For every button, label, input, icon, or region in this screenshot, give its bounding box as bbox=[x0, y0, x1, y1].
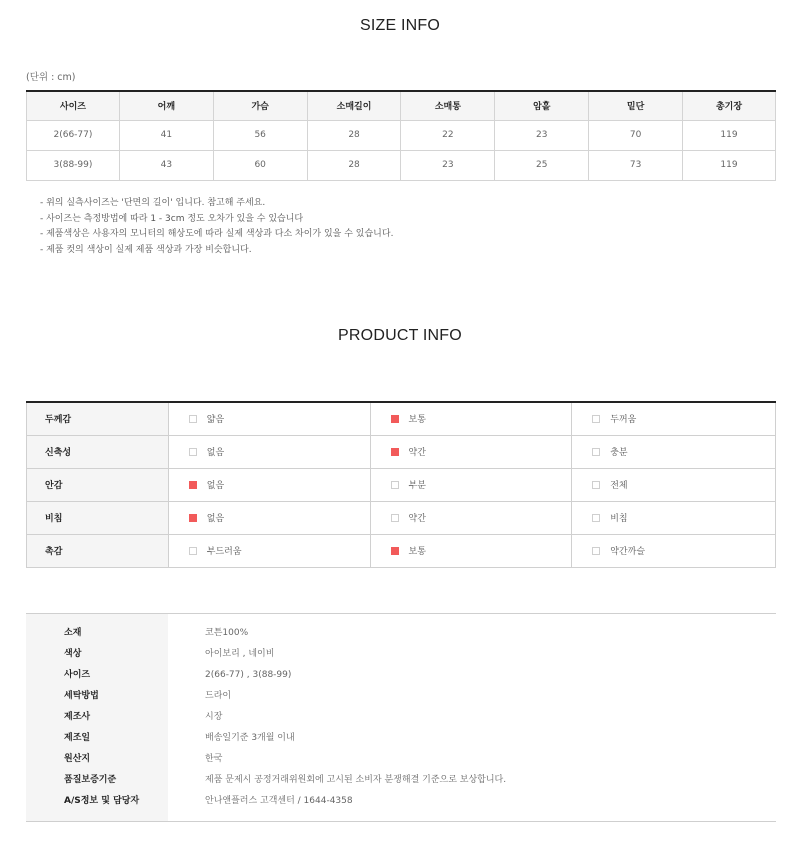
detail-value-origin: 한국 bbox=[205, 754, 223, 764]
detail-label-washing: 세탁방법 bbox=[64, 691, 99, 701]
checkbox-icon bbox=[592, 547, 600, 555]
product-info-title: PRODUCT INFO bbox=[338, 327, 462, 344]
option-label: 전체 bbox=[610, 481, 628, 491]
size-notes bbox=[40, 196, 393, 258]
cell: 60 bbox=[213, 150, 307, 180]
product-info-table bbox=[26, 401, 776, 568]
header-sleeve-length: 소매길이 bbox=[307, 91, 401, 120]
detail-label-quality-guarantee: 품질보증기준 bbox=[64, 775, 117, 785]
product-row-lining bbox=[27, 468, 776, 501]
cell: 2(66-77) bbox=[27, 120, 120, 150]
option bbox=[370, 402, 572, 435]
detail-values-column bbox=[168, 614, 776, 821]
product-row-texture bbox=[27, 534, 776, 567]
detail-value-material: 코튼100% bbox=[205, 628, 249, 638]
cell: 28 bbox=[307, 150, 401, 180]
checkbox-icon bbox=[592, 448, 600, 456]
option-label: 보통 bbox=[408, 547, 426, 557]
detail-value-size: 2(66-77) , 3(88-99) bbox=[205, 670, 292, 680]
option bbox=[370, 468, 572, 501]
checkbox-icon bbox=[592, 481, 600, 489]
cell: 22 bbox=[401, 120, 495, 150]
option-label: 얇음 bbox=[206, 415, 225, 426]
option-label: 약간 bbox=[408, 514, 426, 524]
size-info-title: SIZE INFO bbox=[359, 17, 441, 34]
cell: 28 bbox=[307, 120, 401, 150]
checkbox-icon bbox=[592, 415, 600, 423]
option-label: 약간까슬 bbox=[610, 547, 646, 557]
cell: 70 bbox=[589, 120, 683, 150]
option bbox=[370, 534, 572, 567]
option bbox=[572, 501, 776, 534]
checkbox-icon bbox=[592, 514, 600, 522]
checkbox-icon bbox=[189, 415, 197, 423]
option-label: 없음 bbox=[206, 448, 225, 458]
option-label: 보통 bbox=[408, 415, 426, 426]
option bbox=[370, 435, 572, 468]
note: - 사이즈는 측정방법에 따라 1 - 3cm 정도 오차가 있을 수 있습니다 bbox=[40, 213, 304, 224]
header-size: 사이즈 bbox=[27, 91, 120, 120]
detail-value-washing: 드라이 bbox=[205, 691, 232, 701]
row-label: 신축성 bbox=[27, 435, 169, 468]
checkbox-checked-icon bbox=[391, 547, 399, 555]
row-label: 안감 bbox=[27, 468, 169, 501]
checkbox-checked-icon bbox=[189, 481, 197, 489]
header-shoulder: 어깨 bbox=[119, 91, 213, 120]
option-label: 약간 bbox=[408, 448, 426, 458]
checkbox-icon bbox=[391, 481, 399, 489]
checkbox-checked-icon bbox=[391, 415, 399, 423]
row-label: 두께감 bbox=[27, 402, 169, 435]
detail-value-quality-guarantee: 제품 문제시 공정거래위원회에 고시된 소비자 분쟁해결 기준으로 보상합니다. bbox=[205, 775, 507, 785]
table-row bbox=[27, 120, 776, 150]
row-label: 촉감 bbox=[27, 534, 169, 567]
cell: 73 bbox=[589, 150, 683, 180]
option bbox=[572, 534, 776, 567]
detail-value-manufacturer: 시장 bbox=[205, 712, 223, 722]
header-sleeve-width: 소매통 bbox=[401, 91, 495, 120]
cell: 25 bbox=[495, 150, 589, 180]
detail-labels-column bbox=[26, 614, 168, 821]
detail-label-manufacturer: 제조사 bbox=[64, 712, 91, 722]
option bbox=[572, 402, 776, 435]
option bbox=[168, 468, 370, 501]
option bbox=[572, 435, 776, 468]
cell: 23 bbox=[495, 120, 589, 150]
cell: 3(88-99) bbox=[27, 150, 120, 180]
option-label: 충분 bbox=[610, 448, 628, 458]
size-table bbox=[26, 90, 776, 181]
cell: 23 bbox=[401, 150, 495, 180]
detail-value-color: 아이보리 , 네이비 bbox=[205, 649, 275, 659]
header-chest: 가슴 bbox=[213, 91, 307, 120]
detail-label-origin: 원산지 bbox=[64, 754, 91, 764]
option bbox=[168, 501, 370, 534]
option bbox=[168, 534, 370, 567]
cell: 119 bbox=[683, 150, 776, 180]
option-label: 두꺼움 bbox=[610, 415, 637, 426]
detail-label-as-contact: A/S정보 및 담당자 bbox=[64, 796, 140, 806]
detail-label-color: 색상 bbox=[64, 649, 82, 659]
checkbox-icon bbox=[391, 514, 399, 522]
checkbox-icon bbox=[189, 448, 197, 456]
checkbox-checked-icon bbox=[189, 514, 197, 522]
unit-label: (단위 : cm) bbox=[26, 72, 76, 83]
checkbox-checked-icon bbox=[391, 448, 399, 456]
note: - 제품 컷의 색상이 실제 제품 색상과 가장 비슷합니다. bbox=[40, 244, 252, 255]
cell: 56 bbox=[213, 120, 307, 150]
detail-label-manufacture-date: 제조일 bbox=[64, 733, 91, 743]
table-row bbox=[27, 150, 776, 180]
row-label: 비침 bbox=[27, 501, 169, 534]
header-total-length: 총기장 bbox=[683, 91, 776, 120]
detail-label-size: 사이즈 bbox=[64, 670, 91, 680]
option bbox=[370, 501, 572, 534]
option-label: 부분 bbox=[408, 481, 426, 491]
product-detail-table bbox=[26, 613, 776, 822]
header-armhole: 암홀 bbox=[495, 91, 589, 120]
detail-label-material: 소재 bbox=[64, 628, 82, 638]
option bbox=[168, 435, 370, 468]
note: - 제품색상은 사용자의 모니터의 해상도에 따라 실제 색상과 다소 차이가 있을 수 있습니다. bbox=[40, 229, 394, 239]
detail-value-manufacture-date: 배송일기준 3개월 이내 bbox=[205, 733, 295, 743]
note: - 위의 실측사이즈는 '단면의 길이' 입니다. 참고해 주세요. bbox=[40, 198, 266, 208]
product-row-sheerness bbox=[27, 501, 776, 534]
option-label: 부드러움 bbox=[206, 547, 242, 557]
product-row-elasticity bbox=[27, 435, 776, 468]
detail-value-as-contact: 안나앤플러스 고객센터 / 1644-4358 bbox=[205, 796, 353, 806]
option-label: 없음 bbox=[206, 514, 225, 524]
size-table-header bbox=[27, 91, 776, 120]
option bbox=[572, 468, 776, 501]
cell: 43 bbox=[119, 150, 213, 180]
cell: 41 bbox=[119, 120, 213, 150]
option-label: 없음 bbox=[206, 481, 225, 491]
header-hem: 밑단 bbox=[589, 91, 683, 120]
cell: 119 bbox=[683, 120, 776, 150]
product-row-thickness bbox=[27, 402, 776, 435]
option-label: 비침 bbox=[610, 514, 628, 524]
option bbox=[168, 402, 370, 435]
checkbox-icon bbox=[189, 547, 197, 555]
